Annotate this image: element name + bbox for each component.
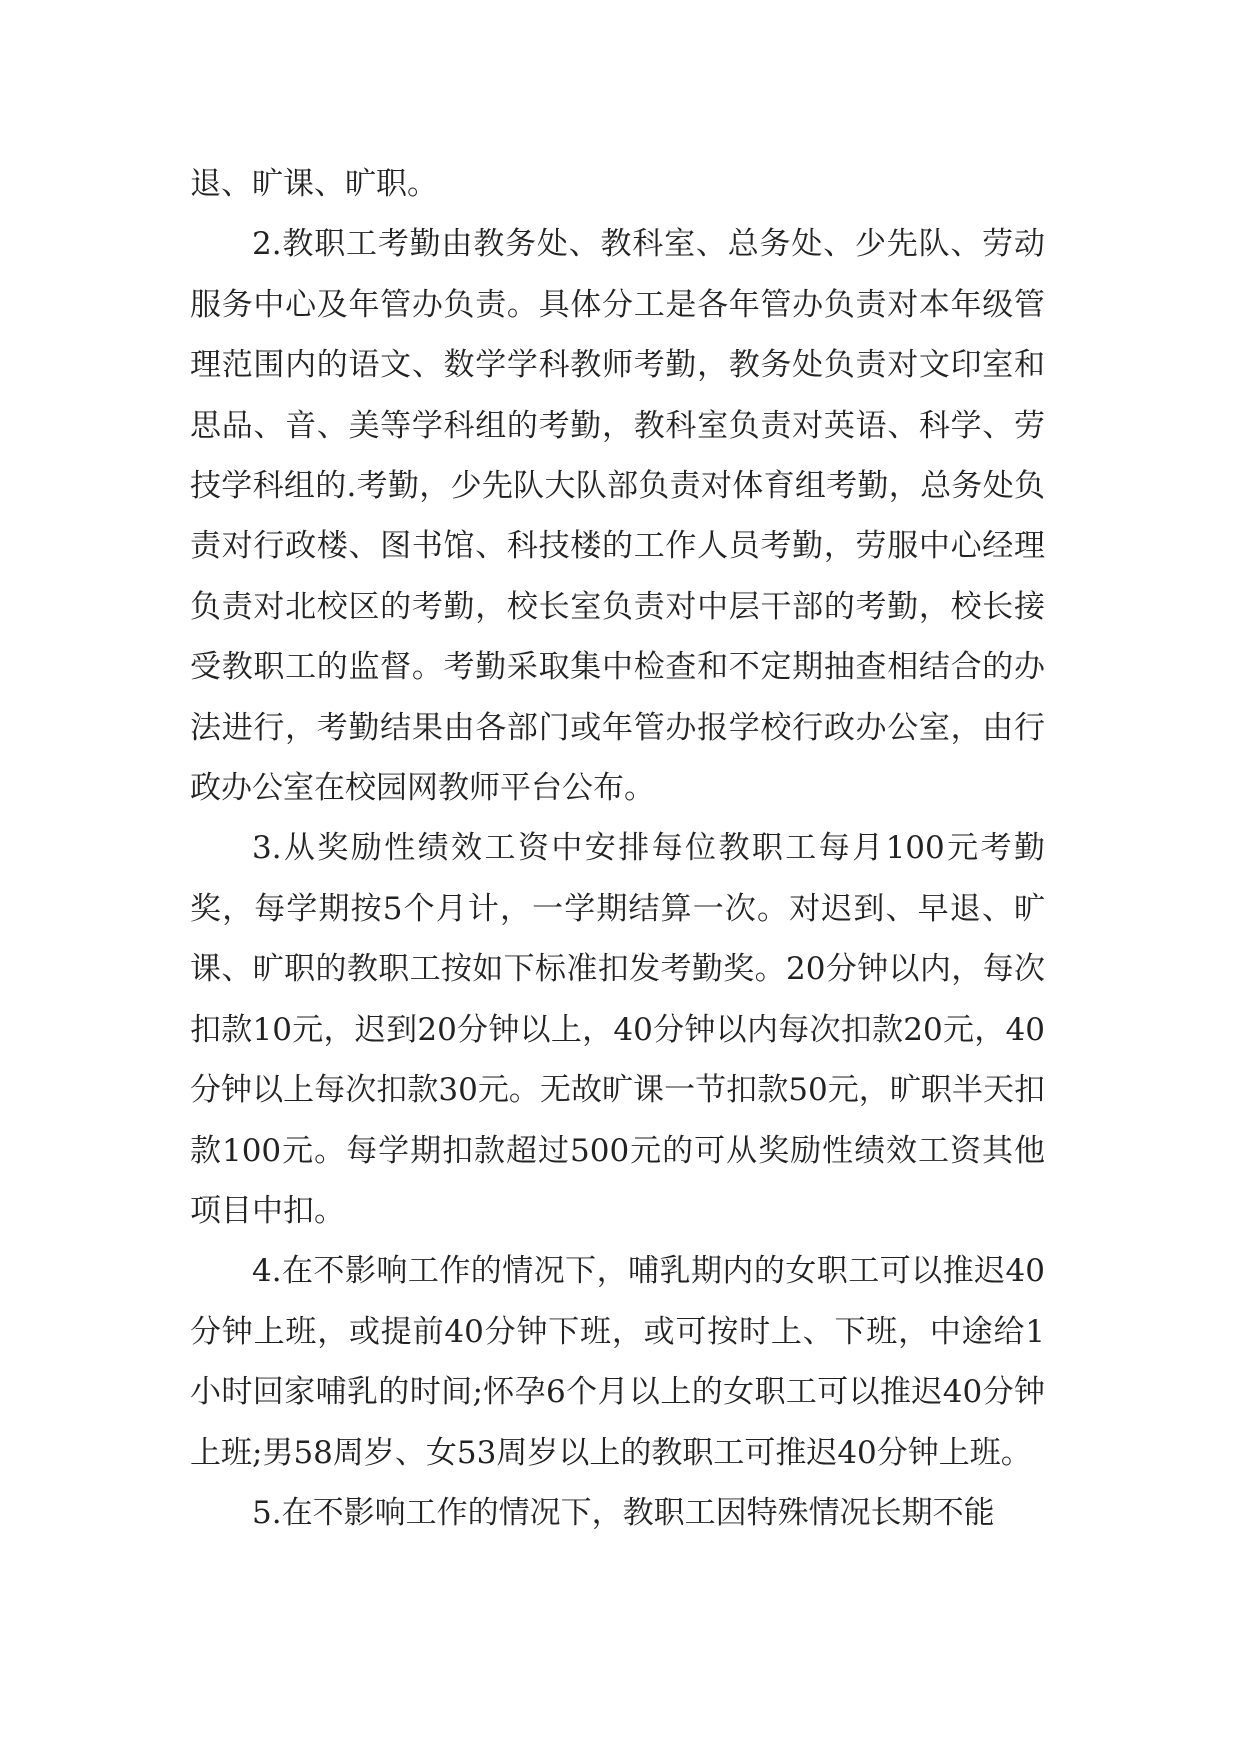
- paragraph-1: 退、旷课、旷职。: [190, 166, 438, 202]
- paragraph-4: 4.在不影响工作的情况下，哺乳期内的女职工可以推迟40分钟上班，或提前40分钟下班，或可按时上、下班，中途给1小时回家哺乳的时间;怀孕6个月以上的女职工可以推迟40分钟上班;男58周岁、女53周岁以上的教职工可推迟40分钟上班。: [190, 1253, 1045, 1471]
- paragraph-2: 2.教职工考勤由教务处、教科室、总务处、少先队、劳动服务中心及年管办负责。具体分工是各年管办负责对本年级管理范围内的语文、数学学科教师考勤，教务处负责对文印室和思品、音、美等学科组的考勤，教科室负责对英语、科学、劳技学科组的.考勤，少先队大队部负责对体育组考勤，总务处负责对行政楼、图书馆、科技楼的工作人员考勤，劳服中心经理负责对北校区的考勤，校长室负责对中层干部的考勤，校长接受教职工的监督。考勤采取集中检查和不定期抽查相结合的办法进行，考勤结果由各部门或年管办报学校行政办公室，由行政办公室在校园网教师平台公布。: [190, 226, 1045, 807]
- document-body: [190, 154, 1045, 1543]
- paragraph-3: 3.从奖励性绩效工资中安排每位教职工每月100元考勤奖，每学期按5个月计，一学期结算一次。对迟到、早退、旷课、旷职的教职工按如下标准扣发考勤奖。20分钟以内，每次扣款10元，迟到20分钟以上，40分钟以内每次扣款20元，40分钟以上每次扣款30元。无故旷课一节扣款50元，旷职半天扣款100元。每学期扣款超过500元的可从奖励性绩效工资其他项目中扣。: [190, 830, 1045, 1229]
- paragraph-5: 5.在不影响工作的情况下，教职工因特殊情况长期不能: [252, 1494, 995, 1531]
